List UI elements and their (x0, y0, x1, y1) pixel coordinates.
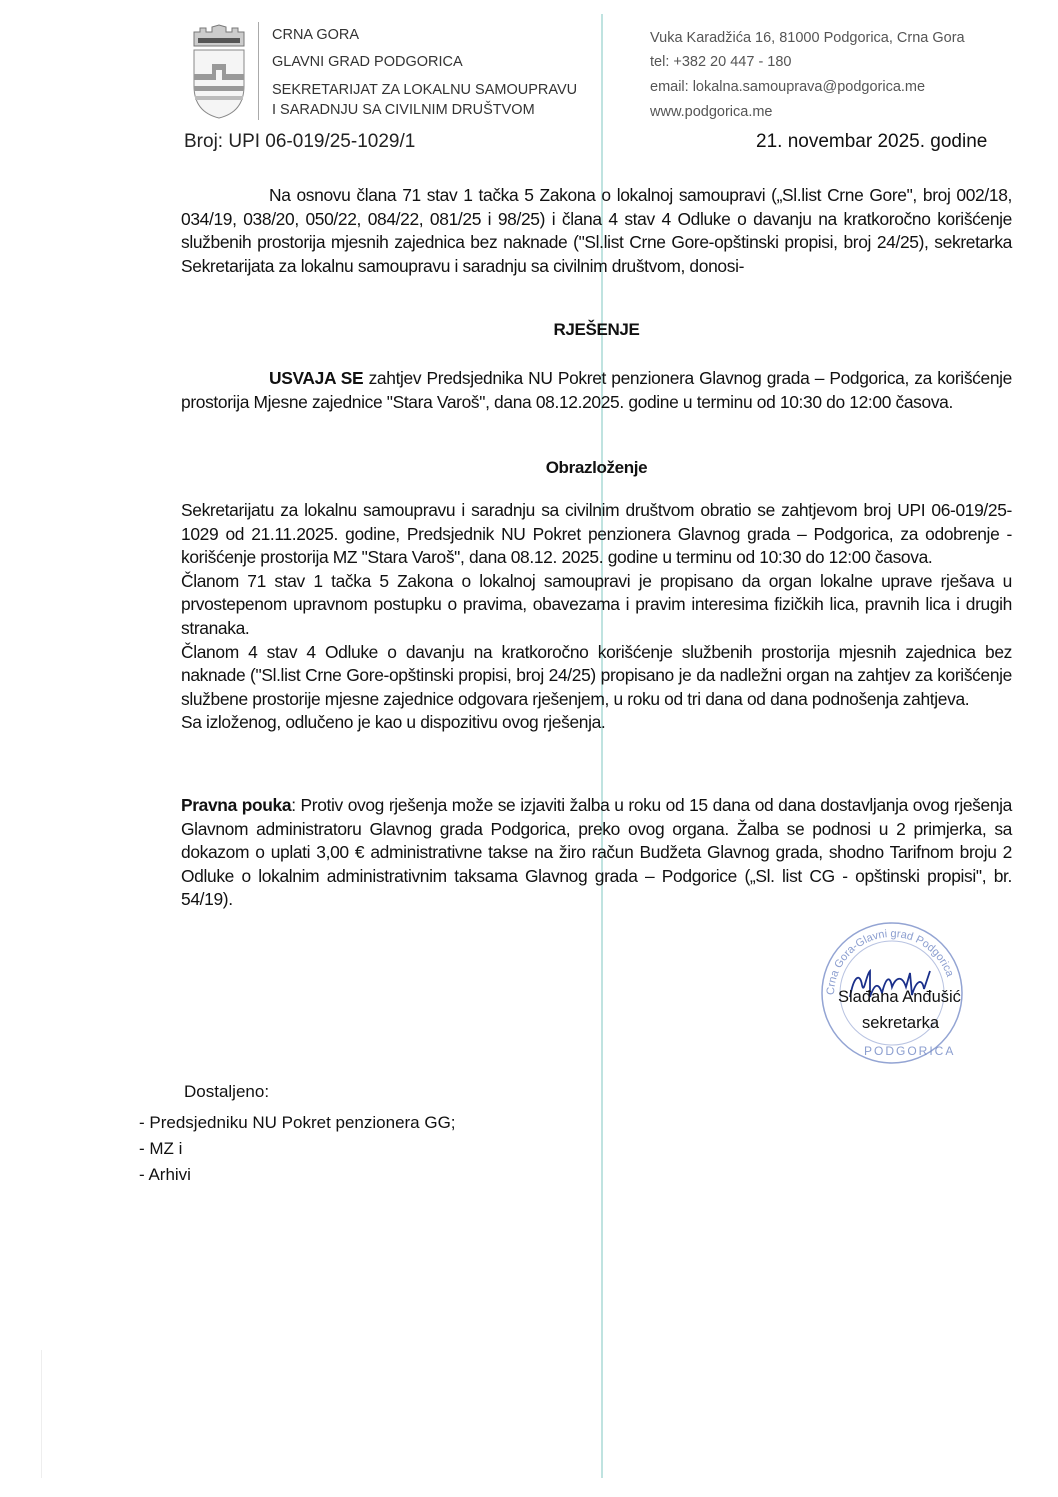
email: email: lokalna.samouprava@podgorica.me (650, 79, 926, 95)
document-number: Broj: UPI 06-019/25-1029/1 (184, 131, 416, 152)
reasoning-paragraph-3: Članom 4 stav 4 Odluke o davanju na kratkoročno korišćenje službenih prostorija mjesnih zajednica bez naknade ("Sl.list Crne Gore-opštinski propisi, broj 24/25) propisano je da nadležni organ na zahtjev za korišćenje službene prostorije mjesne zajednice odgovara rješenjem, u roku od tri dana od dana podnošenja zahtjeva. (181, 641, 1012, 709)
legal-notice-text: : Protiv ovog rješenja može se izjaviti žalba u roku od 15 dana od dana dostavljanja ovog rješenja Glavnom administratoru Glavnog grada Podgorica, preko ovog organa. Žalba se podnosi u 2 primjerka, sa dokazom o uplati 3,00 € administrativne takse na žiro račun Budžeta Glavnog grada, shodno Tarifnom broju 2 Odluke o lokalnim administrativnim taksama Glavnog grada – Podgorice („Sl. list CG - opštinski propisi", br. 54/19). (181, 795, 1012, 910)
legal-notice-label: Pravna pouka (181, 795, 292, 815)
org-department: SEKRETARIJAT ZA LOKALNU SAMOUPRAVU (272, 82, 578, 98)
decision-paragraph (181, 367, 1012, 414)
signatory-title: sekretarka (862, 1014, 940, 1032)
signatory-name: Slađana Anđušić (838, 988, 961, 1006)
decision-lead: USVAJA SE (269, 368, 364, 388)
distribution-label: Dostaljeno: (184, 1082, 270, 1101)
intro-paragraph: Na osnovu člana 71 stav 1 tačka 5 Zakona o lokalnoj samoupravi („Sl.list Crne Gore", broj 002/18, 034/19, 038/20, 050/22, 084/22, 081/25 i 98/25) i člana 4 stav 4 Odluke o davanju na kratkoročno korišćenje službenih prostorija mjesnih zajednica bez naknade ("Sl.list Crne Gore-opštinski propisi, broj 24/25), sekretarka Sekretarijata za lokalnu samoupravu i saradnju sa civilnim društvom, donosi- (181, 185, 1012, 276)
distribution-item: - Predsjedniku NU Pokret penzionera GG; (139, 1113, 456, 1132)
reasoning-paragraph-2: Članom 71 stav 1 tačka 5 Zakona o lokalnoj samoupravi je propisano da organ lokalne uprave rješava u prvostepenom upravnom postupku o pravima, obavezama i pravim interesima fizičkih lica, pravnih lica i drugih stranaka. (181, 570, 1012, 638)
reasoning-heading: Obrazloženje (545, 458, 648, 477)
scan-artifact-line-left (41, 1350, 42, 1478)
phone: tel: +382 20 447 - 180 (650, 54, 792, 70)
org-city: GLAVNI GRAD PODGORICA (272, 54, 463, 70)
reasoning-body (181, 499, 1012, 735)
distribution-list (139, 1110, 456, 1188)
svg-text:Crna Gora-Glavni grad Podgoric: Crna Gora-Glavni grad Podgorica (824, 927, 956, 996)
svg-text:PODGORICA: PODGORICA (864, 1044, 956, 1058)
city-crest-icon (190, 24, 248, 120)
decision-heading: RJEŠENJE (553, 320, 640, 339)
reasoning-heading-wrap (181, 456, 1012, 486)
distribution-item: - MZ i (139, 1139, 183, 1158)
org-department-cont: I SARADNJU SA CIVILNIM DRUŠTVOM (272, 102, 535, 118)
legal-notice (181, 794, 1012, 912)
reasoning-paragraph-1: Sekretarijatu za lokalnu samoupravu i saradnju sa civilnim društvom obratio se zahtjevom broj UPI 06-019/25-1029 od 21.11.2025. godine, Predsjednik NU Pokret penzionera Glavnog grada – Podgorica, za odobrenje - korišćenje prostorija MZ "Stara Varoš", dana 08.12. 2025. godine u terminu od 10:30 do 12:00 časova. (181, 500, 1012, 568)
website: www.podgorica.me (650, 104, 773, 120)
distribution-item: - Arhivi (139, 1165, 191, 1184)
header-divider (258, 22, 259, 120)
document-date: 21. novembar 2025. godine (756, 131, 988, 152)
decision-heading-wrap (181, 318, 1012, 348)
address: Vuka Karadžića 16, 81000 Podgorica, Crna Gora (650, 30, 965, 46)
org-country: CRNA GORA (272, 27, 360, 43)
reasoning-paragraph-4: Sa izloženog, odlučeno je kao u dispozitivu ovog rješenja. (181, 712, 606, 733)
decision-text: zahtjev Predsjednika NU Pokret penzionera Glavnog grada – Podgorica, za korišćenje prostorija Mjesne zajednice "Stara Varoš", dana 08.12.2025. godine u terminu od 10:30 do 12:00 časova. (181, 368, 1012, 412)
